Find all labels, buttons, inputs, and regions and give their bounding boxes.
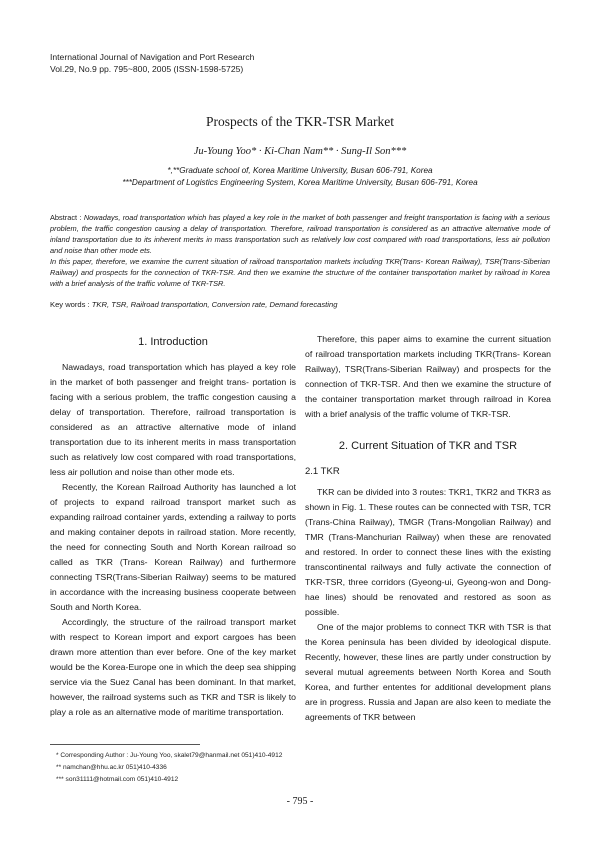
abstract-label: Abstract : bbox=[50, 213, 84, 222]
footnote-rule bbox=[50, 744, 200, 745]
keywords-label: Key words : bbox=[50, 300, 92, 309]
abstract-p2: In this paper, therefore, we examine the current situation of railroad transportation markets including TKR(Trans- Korean Railway), TSR(Trans-Siberian Railway) and prospects for the connection of TKR-TSR. And then we examine the structure of the container transportation market by railroad in Korea with a brief analysis of the traffic volume of TKR-TSR. bbox=[50, 257, 550, 288]
paper-authors: Ju-Young Yoo* · Ki-Chan Nam** · Sung-Il Son*** bbox=[193, 146, 407, 157]
affiliation-2: ***Department of Logistics Engineering System, Korea Maritime University, Busan 606-791, Korea bbox=[122, 178, 478, 187]
page-number: - 795 - bbox=[286, 796, 314, 807]
right-column bbox=[305, 332, 551, 725]
abstract bbox=[50, 212, 550, 289]
keywords-text: TKR, TSR, Railroad transportation, Conversion rate, Demand forecasting bbox=[91, 300, 338, 309]
intro-paragraph-3: Accordingly, the structure of the railroad transport market with respect to Korean import and export cargoes has been drawn more attention than ever before. One of the key market would be the Korea-Europe one in which the deep sea shipping service via the Suez Canal has been dominant. In that market, however, the railroad systems such as TKR and TSR is likely to play a role as an alternative mode of maritime transportation. bbox=[50, 617, 296, 717]
journal-name: International Journal of Navigation and Port Research bbox=[50, 52, 255, 62]
abstract-p1 bbox=[50, 212, 550, 256]
footnote-3: *** son31111@hotmail.com 051)410-4912 bbox=[56, 776, 179, 783]
journal-header bbox=[50, 52, 254, 75]
section2-heading: 2. Current Situation of TKR and TSR bbox=[338, 440, 518, 452]
intro-paragraph-4: Therefore, this paper aims to examine the current situation of railroad transportation markets including TKR(Trans- Korean Railway), TSR(Trans-Siberian Railway) and prospects for the connection of TKR-TSR. And then we examine the structure of the container transportation market through railroad in Korea with a brief analysis of the traffic volume of TKR-TSR. bbox=[305, 334, 551, 419]
section21-heading: 2.1 TKR bbox=[305, 466, 340, 477]
intro-heading: 1. Introduction bbox=[138, 336, 208, 348]
left-column bbox=[50, 332, 296, 720]
intro-paragraph-2: Recently, the Korean Railroad Authority has launched a lot of projects to expand railroad transport market such as expanding railroad container yards, extending a railway to ports and making container depots in railroad station. More recently, the need for connecting South and North Korean railroad so called as TKR (Trans- Korean Railway) and furthermore connecting TSR(Trans-Siberian Railway) seems to be matured in accordance with the increasing business cooperate between South and North Korea. bbox=[50, 482, 296, 612]
footnote-2: ** namchan@hhu.ac.kr 051)410-4336 bbox=[56, 764, 167, 771]
paper-title: Prospects of the TKR-TSR Market bbox=[206, 114, 394, 129]
intro-paragraph-1: Nawadays, road transportation which has played a key role in the market of both passenger and freight trans- portation is facing with a serious problem, the traffic congestion causing a delay of transportation. Therefore, railroad transportation is considered as an attractive alternative mode of inland transportation due to its inherent merits in mass transportation such as relatively low cost compared with road transportations, less air pollution and noise than other mode ets. bbox=[50, 362, 296, 477]
footnotes bbox=[56, 750, 282, 786]
footnote-1: * Corresponding Author : Ju-Young Yoo, skalet79@hanmail.net 051)410-4912 bbox=[56, 752, 283, 759]
affiliation-1: *,**Graduate school of, Korea Maritime University, Busan 606-791, Korea bbox=[167, 166, 433, 175]
journal-volume: Vol.29, No.9 pp. 795~800, 2005 (ISSN-1598-5725) bbox=[50, 63, 244, 74]
keywords bbox=[50, 300, 550, 309]
section21-paragraph-2: One of the major problems to connect TKR with TSR is that the Korea peninsula has been divided by ideological dispute. Recently, however, these lines are partly under construction by several mutual agreements between North Korea and South Korea, and further ententes for additional development plans are in progress. Russia and Japan are also keen to mediate the agreements of TKR between bbox=[305, 622, 551, 722]
section21-paragraph-1: TKR can be divided into 3 routes: TKR1, TKR2 and TKR3 as shown in Fig. 1. These routes can be connected with TSR, TCR (Trans-China Railway), TMGR (Trans-Mongolian Railway) and TMR (Trans-Manchurian Railway) when these are renovated and restored. In order to connect these lines with the existing transcontinental railways and fully activate the connection of TKR-TSR, three corridors (Gyeong-ui, Gyeong-won and Dong-hae lines) should be renovated and restored as soon as possible. bbox=[305, 487, 551, 617]
abstract-text-1: Nowadays, road transportation which has played a key role in the market of both passenger and freight transportation is facing with a serious problem, the traffic congestion causing a delay of transportation. Therefore, railroad transportation is considered as an attractive alternative mode of inland transportation due to its inherent merits in mass transportation such as relatively low cost compared with road transportations, less air pollution and noise than other mode ets. bbox=[50, 213, 550, 255]
